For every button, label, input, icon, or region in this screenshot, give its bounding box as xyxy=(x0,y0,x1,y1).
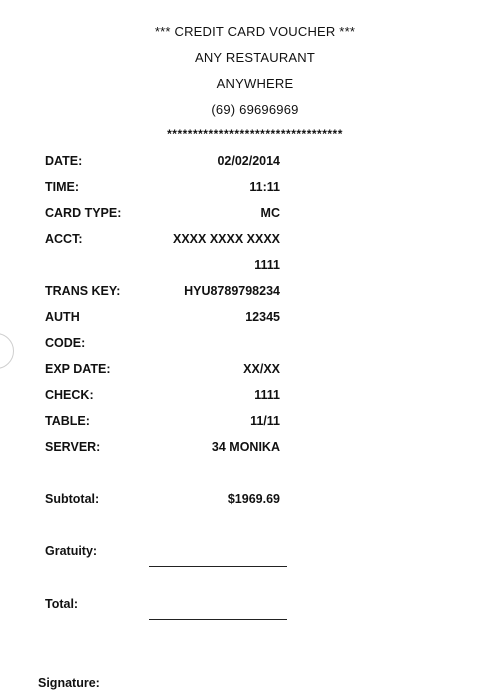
restaurant-phone: (69) 69696969 xyxy=(211,102,299,117)
check-value: 1111 xyxy=(254,388,280,402)
table-value: 11/11 xyxy=(250,414,280,428)
card-type-label: CARD TYPE: xyxy=(45,206,122,220)
auth-code-row-continued xyxy=(45,336,280,354)
restaurant-name: ANY RESTAURANT xyxy=(194,50,316,65)
acct-label: ACCT: xyxy=(45,232,83,246)
exp-date-row xyxy=(45,362,280,380)
total-label: Total: xyxy=(45,597,79,611)
total-row xyxy=(45,597,280,615)
acct-value-line2: 1111 xyxy=(254,258,280,272)
trans-key-row xyxy=(45,284,280,302)
server-label: SERVER: xyxy=(45,440,101,454)
acct-row xyxy=(45,232,280,250)
voucher-title: *** CREDIT CARD VOUCHER *** xyxy=(154,24,356,39)
time-row xyxy=(45,180,280,198)
check-label: CHECK: xyxy=(45,388,94,402)
edge-circle-control xyxy=(0,333,14,369)
gratuity-label: Gratuity: xyxy=(45,544,98,558)
acct-row-continued xyxy=(45,258,280,276)
subtotal-label: Subtotal: xyxy=(45,492,100,506)
auth-code-label: AUTH xyxy=(45,310,80,324)
table-label: TABLE: xyxy=(45,414,90,428)
separator-line: ********************************** xyxy=(167,127,343,141)
gratuity-line xyxy=(149,566,287,567)
subtotal-row xyxy=(45,492,280,510)
server-value: 34 MONIKA xyxy=(211,440,280,454)
gratuity-row xyxy=(45,544,280,562)
trans-key-label: TRANS KEY: xyxy=(45,284,121,298)
auth-code-value: 12345 xyxy=(245,310,280,324)
time-value: 11:11 xyxy=(249,180,280,194)
signature-label: Signature: xyxy=(38,676,100,690)
date-row xyxy=(45,154,280,172)
server-row xyxy=(45,440,280,458)
signature-row xyxy=(38,676,273,694)
auth-code-label-line2: CODE: xyxy=(45,336,86,350)
exp-date-label: EXP DATE: xyxy=(45,362,111,376)
trans-key-value: HYU8789798234 xyxy=(184,284,280,298)
card-type-value: MC xyxy=(260,206,280,220)
date-label: DATE: xyxy=(45,154,83,168)
restaurant-location: ANYWHERE xyxy=(216,76,294,91)
acct-value: XXXX XXXX XXXX xyxy=(173,232,280,246)
time-label: TIME: xyxy=(45,180,80,194)
subtotal-value: $1969.69 xyxy=(227,492,280,506)
total-line xyxy=(149,619,287,620)
date-value: 02/02/2014 xyxy=(217,154,280,168)
auth-code-row xyxy=(45,310,280,328)
card-type-row xyxy=(45,206,280,224)
exp-date-value: XX/XX xyxy=(243,362,280,376)
table-row xyxy=(45,414,280,432)
check-row xyxy=(45,388,280,406)
